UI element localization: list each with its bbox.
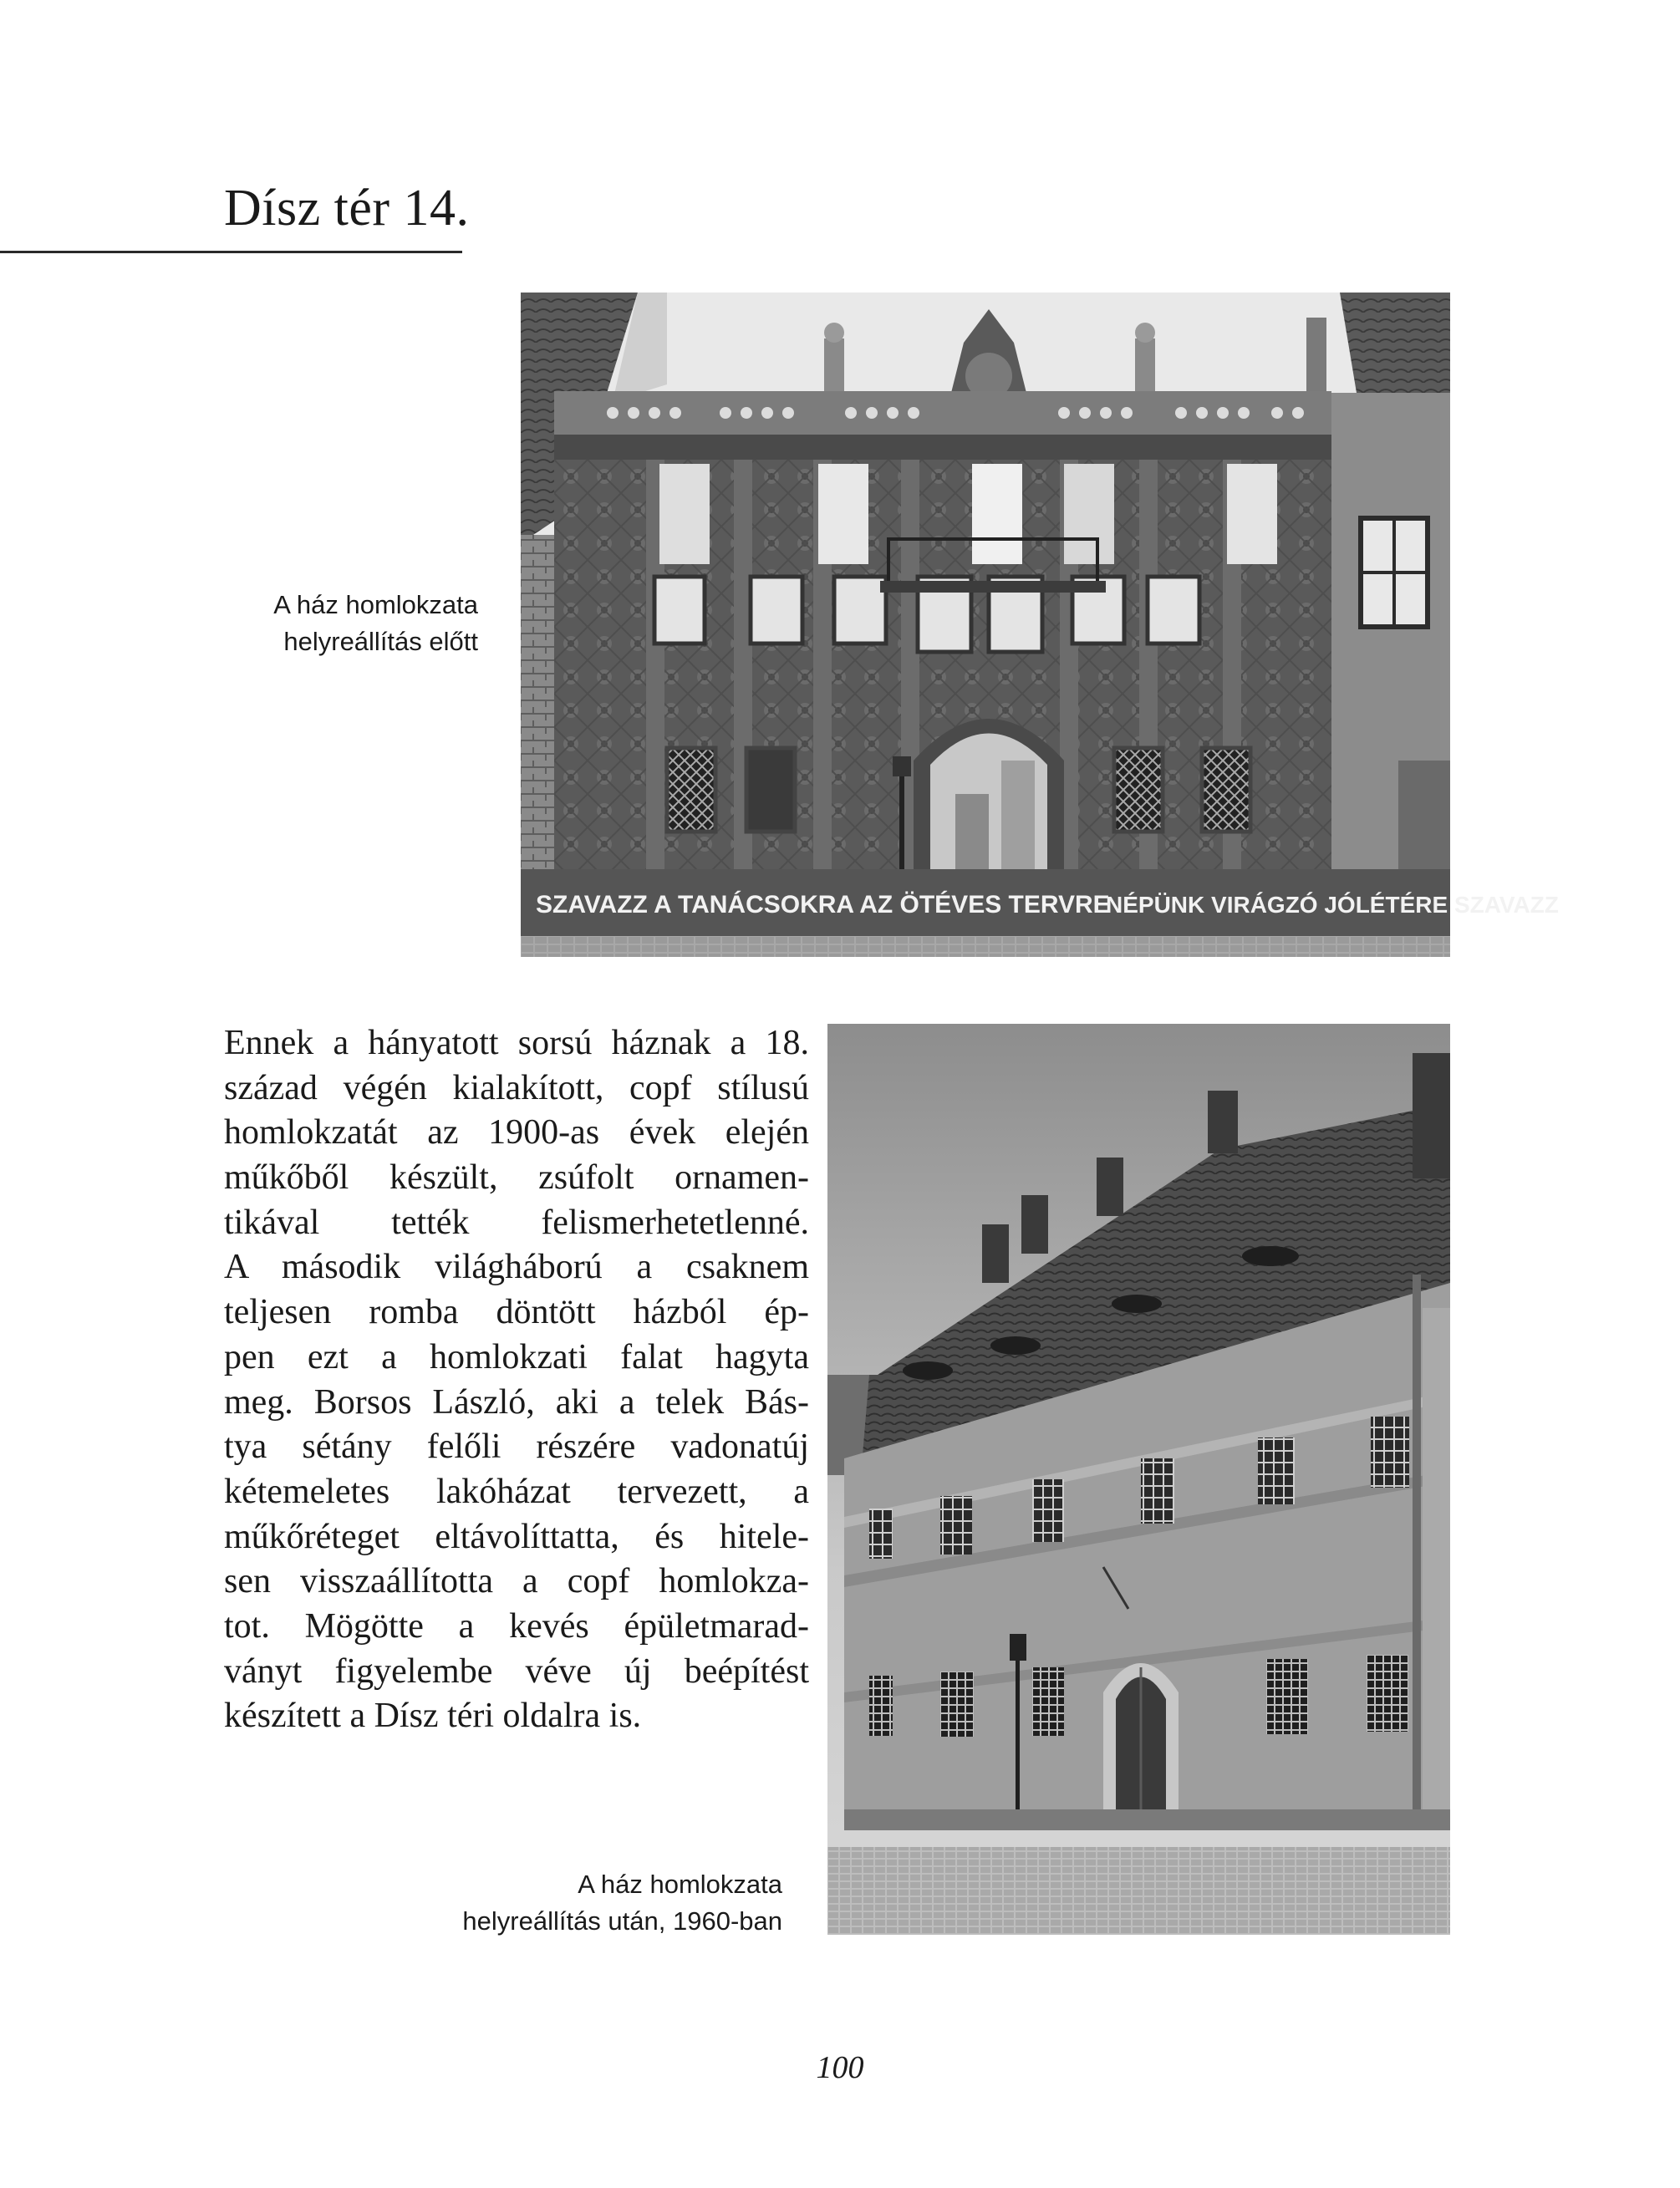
body-line: ványt figyelembe véve új beépítést: [224, 1651, 809, 1691]
body-line: tot. Mögötte a kevés épületmarad-: [224, 1606, 809, 1646]
body-line: sen visszaállította a copf homlokza-: [224, 1562, 809, 1601]
page-title: Dísz tér 14.: [224, 180, 470, 237]
caption-before-line-1: A ház homlokzata: [273, 590, 478, 619]
body-line: kétemeletes lakóházat tervezett, a: [224, 1472, 809, 1511]
banner-left: SZAVAZZ A TANÁCSOKRA AZ ÖTÉVES TERVRE: [536, 891, 1110, 918]
body-line: pen ezt a homlokzati falat hagyta: [224, 1337, 809, 1376]
photo-facade-before-restoration: [521, 293, 1559, 957]
body-line: tya sétány felőli részére vadonatúj: [224, 1427, 809, 1467]
body-line: Ennek a hányatott sorsú háznak a 18.: [224, 1024, 809, 1062]
body-line: A második világháború a csaknem: [224, 1248, 809, 1287]
caption-after-line-1: A ház homlokzata: [578, 1870, 782, 1899]
photo-facade-before-svg: [521, 293, 1559, 957]
body-line: teljesen romba döntött házból ép-: [224, 1293, 809, 1332]
page-number: 100: [816, 2050, 864, 2085]
caption-after-line-2: helyreállítás után, 1960-ban: [462, 1906, 782, 1936]
body-line: műkőből készült, zsúfolt ornamen-: [224, 1158, 809, 1198]
photo-facade-after-svg: [827, 1024, 1450, 1935]
body-line: készített a Dísz téri oldalra is.: [224, 1697, 642, 1736]
banner-right: NÉPÜNK VIRÁGZÓ JÓLÉTÉRE SZAVAZZ: [1106, 892, 1559, 918]
body-line: tikával tették felismerhetetlenné.: [224, 1203, 809, 1242]
caption-after: [318, 1866, 782, 1940]
caption-before-line-2: helyreállítás előtt: [283, 627, 478, 656]
body-line: homlokzatát az 1900-as évek elején: [224, 1113, 809, 1153]
title-rule: [0, 251, 462, 253]
caption-before: [150, 587, 478, 660]
body-text: [224, 1021, 809, 1739]
photo-facade-after-restoration: [827, 1024, 1450, 1935]
body-line: meg. Borsos László, aki a telek Bás-: [224, 1382, 809, 1422]
body-line: század végén kialakított, copf stílusú: [224, 1068, 809, 1107]
body-line: műkőréteget eltávolíttatta, és hitele-: [224, 1517, 809, 1556]
